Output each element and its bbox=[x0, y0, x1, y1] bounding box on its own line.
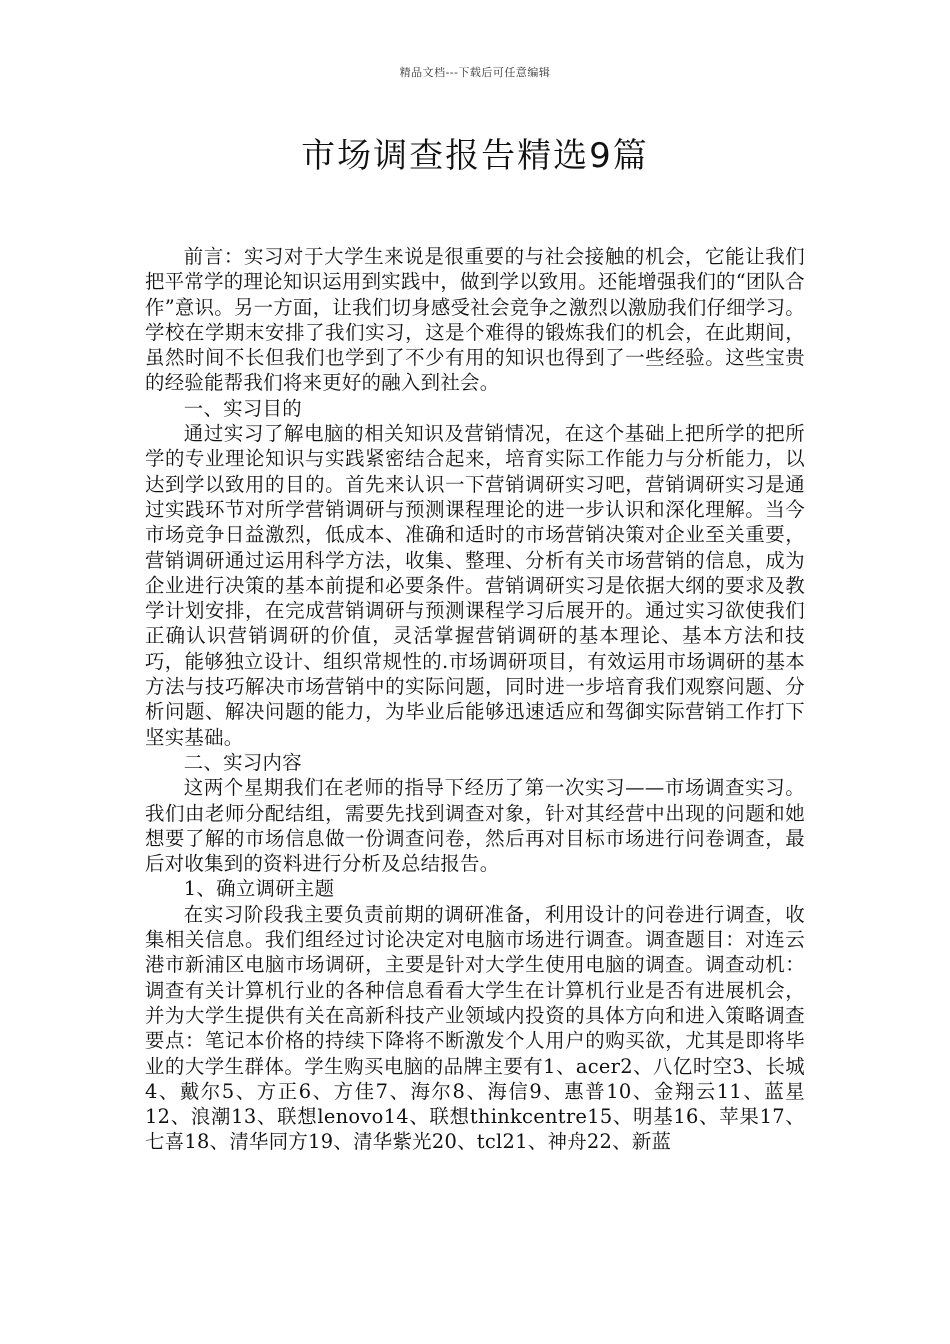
heading-research-topic: 1、确立调研主题 bbox=[183, 877, 335, 901]
document-title: 市场调查报告精选9篇 bbox=[301, 136, 649, 176]
header-note: 精品文档---下载后可任意编辑 bbox=[399, 66, 551, 79]
paragraph-preface: 前言：实习对于大学生来说是很重要的与社会接触的机会，它能让我们把平常学的理论知识运用到实践中，做到学以致用。还能增强我们的“团队合作”意识。另一方面，让我们切身感受社会竞争之激烈以激励我们仔细学习。学校在学期末安排了我们实习，这是个难得的锻炼我们的机会，在此期间，虽然时间不长但我们也学到了不少有用的知识也得到了一些经验。这些宝贵的经验能帮我们将来更好的融入到社会。 bbox=[145, 245, 806, 395]
heading-internship-purpose: 一、实习目的 bbox=[183, 396, 302, 420]
heading-internship-content: 二、实习内容 bbox=[183, 750, 302, 774]
paragraph-research-topic: 在实习阶段我主要负责前期的调研准备，利用设计的问卷进行调查，收集相关信息。我们组经过讨论决定对电脑市场进行调查。调查题目：对连云港市新浦区电脑市场调研，主要是针对大学生使用电脑的调查。调查动机：调查有关计算机行业的各种信息看看大学生在计算机行业是否有进展机会，并为大学生提供有关在高新科技产业领域内投资的具体方向和进入策略调查要点：笔记本价格的持续下降将不断激发个人用户的购买欲，尤其是即将毕业的大学生群体。学生购买电脑的品牌主要有1、acer2、八亿时空3、长城4、戴尔5、方正6、方佳7、海尔8、海信9、惠普10、金翔云11、蓝星12、浪潮13、联想lenovo14、联想thinkcentre15、明基16、苹果17、七喜18、清华同方19、清华紫光20、tcl21、神舟22、新蓝 bbox=[145, 902, 805, 1154]
paragraph-purpose: 通过实习了解电脑的相关知识及营销情况，在这个基础上把所学的把所学的专业理论知识与实践紧密结合起来，培育实际工作能力与分析能力，以达到学以致用的目的。首先来认识一下营销调研实习吧，营销调研实习是通过实践环节对所学营销调研与预测课程理论的进一步认识和深化理解。当今市场竞争日益激烈，低成本、准确和适时的市场营销决策对企业至关重要，营销调研通过运用科学方法，收集、整理、分析有关市场营销的信息，成为企业进行决策的基本前提和必要条件。营销调研实习是依据大纲的要求及教学计划安排，在完成营销调研与预测课程学习后展开的。通过实习欲使我们正确认识营销调研的价值，灵活掌握营销调研的基本理论、基本方法和技巧，能够独立设计、组织常规性的.市场调研项目，有效运用市场调研的基本方法与技巧解决市场营销中的实际问题，同时进一步培育我们观察问题、分析问题、解决问题的能力，为毕业后能够迅速适应和驾御实际营销工作打下坚实基础。 bbox=[145, 422, 805, 749]
document-body bbox=[145, 244, 805, 1155]
paragraph-content: 这两个星期我们在老师的指导下经历了第一次实习——市场调查实习。我们由老师分配结组，需要先找到调查对象，针对其经营中出现的问题和她想要了解的市场信息做一份调查问卷，然后再对目标市场进行问卷调查，最后对收集到的资料进行分析及总结报告。 bbox=[145, 776, 805, 876]
